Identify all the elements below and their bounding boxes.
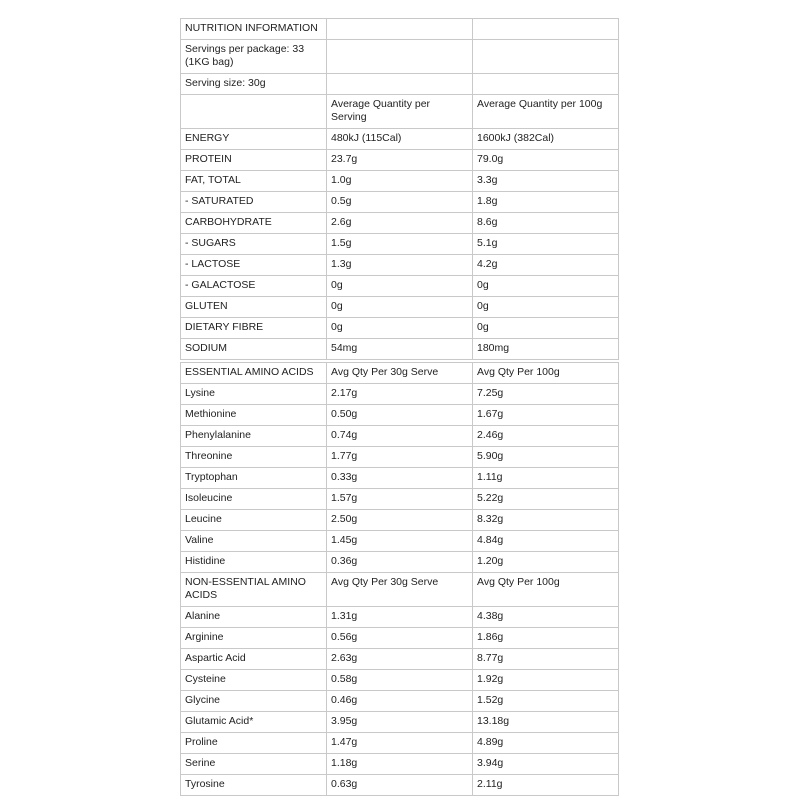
row-label: Serine: [181, 754, 327, 775]
column-header-per-100g: Avg Qty Per 100g: [473, 573, 619, 607]
per-serving-value: 0.46g: [327, 691, 473, 712]
nonessential-amino-rows: [181, 607, 619, 796]
per-100g-value: 2.11g: [473, 775, 619, 796]
row-label: Proline: [181, 733, 327, 754]
nutrient-row: [181, 339, 619, 360]
per-serving-value: 1.57g: [327, 489, 473, 510]
row-label: ENERGY: [181, 129, 327, 150]
servings-per-package-row: [181, 40, 619, 74]
serving-size: Serving size: 30g: [181, 74, 327, 95]
per-serving-value: 54mg: [327, 339, 473, 360]
per-serving-value: 480kJ (115Cal): [327, 129, 473, 150]
per-100g-value: 180mg: [473, 339, 619, 360]
per-100g-value: 4.84g: [473, 531, 619, 552]
per-100g-value: 3.3g: [473, 171, 619, 192]
per-serving-value: 0g: [327, 297, 473, 318]
per-serving-value: 0.5g: [327, 192, 473, 213]
nutrient-row: [181, 255, 619, 276]
amino-acid-row: [181, 510, 619, 531]
nutrient-row: [181, 213, 619, 234]
per-100g-value: 8.6g: [473, 213, 619, 234]
per-serving-value: 3.95g: [327, 712, 473, 733]
row-label: Leucine: [181, 510, 327, 531]
nutrition-title: NUTRITION INFORMATION: [181, 19, 327, 40]
row-label: Tryptophan: [181, 468, 327, 489]
per-serving-value: 23.7g: [327, 150, 473, 171]
per-100g-value: 1.52g: [473, 691, 619, 712]
per-100g-value: 1.86g: [473, 628, 619, 649]
amino-acid-row: [181, 405, 619, 426]
nutrition-header-row: [181, 19, 619, 40]
per-100g-value: 0g: [473, 276, 619, 297]
nutrient-row: [181, 129, 619, 150]
per-100g-value: 5.90g: [473, 447, 619, 468]
per-100g-value: 4.38g: [473, 607, 619, 628]
per-serving-value: 2.6g: [327, 213, 473, 234]
nutrient-row: [181, 150, 619, 171]
row-label: GLUTEN: [181, 297, 327, 318]
amino-acid-row: [181, 384, 619, 405]
empty-cell: [327, 19, 473, 40]
nonessential-amino-header-row: [181, 573, 619, 607]
row-label: Glutamic Acid*: [181, 712, 327, 733]
per-100g-value: 13.18g: [473, 712, 619, 733]
nutrient-row: [181, 234, 619, 255]
per-100g-value: 3.94g: [473, 754, 619, 775]
per-serving-value: 0.33g: [327, 468, 473, 489]
nutrient-row: [181, 171, 619, 192]
per-serving-value: 1.45g: [327, 531, 473, 552]
amino-acid-row: [181, 607, 619, 628]
row-label: Tyrosine: [181, 775, 327, 796]
per-serving-value: 1.31g: [327, 607, 473, 628]
nutrition-information-table: [180, 18, 619, 360]
row-label: DIETARY FIBRE: [181, 318, 327, 339]
per-100g-value: 4.2g: [473, 255, 619, 276]
row-label: Phenylalanine: [181, 426, 327, 447]
nutrition-column-header-row: [181, 95, 619, 129]
per-serving-value: 2.63g: [327, 649, 473, 670]
per-100g-value: 79.0g: [473, 150, 619, 171]
per-100g-value: 8.32g: [473, 510, 619, 531]
per-serving-value: 0.50g: [327, 405, 473, 426]
per-serving-value: 1.47g: [327, 733, 473, 754]
empty-cell: [473, 19, 619, 40]
per-100g-value: 0g: [473, 318, 619, 339]
per-100g-value: 1.20g: [473, 552, 619, 573]
essential-amino-rows: [181, 384, 619, 573]
per-100g-value: 4.89g: [473, 733, 619, 754]
row-label: Isoleucine: [181, 489, 327, 510]
nutrient-row: [181, 276, 619, 297]
amino-acids-table: [180, 362, 619, 796]
per-serving-value: 0g: [327, 318, 473, 339]
row-label: SODIUM: [181, 339, 327, 360]
per-serving-value: 1.18g: [327, 754, 473, 775]
per-100g-value: 1.92g: [473, 670, 619, 691]
per-serving-value: 1.5g: [327, 234, 473, 255]
amino-acid-row: [181, 489, 619, 510]
per-100g-value: 1.8g: [473, 192, 619, 213]
per-100g-value: 0g: [473, 297, 619, 318]
amino-acid-row: [181, 426, 619, 447]
amino-acid-row: [181, 447, 619, 468]
serving-size-row: [181, 74, 619, 95]
row-label: Histidine: [181, 552, 327, 573]
empty-cell: [327, 40, 473, 74]
per-serving-value: 0.74g: [327, 426, 473, 447]
row-label: Lysine: [181, 384, 327, 405]
column-header-per-100g: Avg Qty Per 100g: [473, 363, 619, 384]
column-header-per-serving: Average Quantity per Serving: [327, 95, 473, 129]
row-label: Aspartic Acid: [181, 649, 327, 670]
nutrition-table-body: [181, 19, 619, 360]
row-label: Threonine: [181, 447, 327, 468]
per-100g-value: 8.77g: [473, 649, 619, 670]
per-serving-value: 0.58g: [327, 670, 473, 691]
row-label: Alanine: [181, 607, 327, 628]
empty-cell: [327, 74, 473, 95]
per-serving-value: 1.3g: [327, 255, 473, 276]
per-100g-value: 7.25g: [473, 384, 619, 405]
per-100g-value: 2.46g: [473, 426, 619, 447]
row-label: - LACTOSE: [181, 255, 327, 276]
nutrient-row: [181, 297, 619, 318]
per-serving-value: 0.56g: [327, 628, 473, 649]
per-serving-value: 0g: [327, 276, 473, 297]
row-label: Arginine: [181, 628, 327, 649]
per-100g-value: 1.11g: [473, 468, 619, 489]
row-label: - GALACTOSE: [181, 276, 327, 297]
nonessential-amino-acids-heading: NON-ESSENTIAL AMINO ACIDS: [181, 573, 327, 607]
per-serving-value: 1.0g: [327, 171, 473, 192]
row-label: Methionine: [181, 405, 327, 426]
amino-acid-row: [181, 468, 619, 489]
per-100g-value: 5.1g: [473, 234, 619, 255]
empty-cell: [473, 40, 619, 74]
amino-acid-row: [181, 552, 619, 573]
per-serving-value: 1.77g: [327, 447, 473, 468]
column-header-per-100g: Average Quantity per 100g: [473, 95, 619, 129]
per-100g-value: 5.22g: [473, 489, 619, 510]
row-label: - SATURATED: [181, 192, 327, 213]
per-100g-value: 1.67g: [473, 405, 619, 426]
amino-acid-row: [181, 754, 619, 775]
column-header-per-serve: Avg Qty Per 30g Serve: [327, 573, 473, 607]
nutrient-row: [181, 318, 619, 339]
amino-acid-row: [181, 670, 619, 691]
essential-amino-header-row: [181, 363, 619, 384]
amino-acid-row: [181, 712, 619, 733]
per-serving-value: 0.63g: [327, 775, 473, 796]
per-serving-value: 0.36g: [327, 552, 473, 573]
per-serving-value: 2.50g: [327, 510, 473, 531]
row-label: FAT, TOTAL: [181, 171, 327, 192]
row-label: Glycine: [181, 691, 327, 712]
empty-cell: [181, 95, 327, 129]
row-label: Cysteine: [181, 670, 327, 691]
essential-amino-acids-heading: ESSENTIAL AMINO ACIDS: [181, 363, 327, 384]
row-label: CARBOHYDRATE: [181, 213, 327, 234]
amino-acid-row: [181, 691, 619, 712]
amino-acid-row: [181, 531, 619, 552]
row-label: PROTEIN: [181, 150, 327, 171]
amino-table-body: [181, 363, 619, 384]
row-label: Valine: [181, 531, 327, 552]
per-serving-value: 2.17g: [327, 384, 473, 405]
servings-per-package: Servings per package: 33 (1KG bag): [181, 40, 327, 74]
per-100g-value: 1600kJ (382Cal): [473, 129, 619, 150]
nutrient-row: [181, 192, 619, 213]
amino-acid-row: [181, 775, 619, 796]
amino-acid-row: [181, 733, 619, 754]
amino-acid-row: [181, 628, 619, 649]
amino-acid-row: [181, 649, 619, 670]
row-label: - SUGARS: [181, 234, 327, 255]
nonessential-amino-header: [181, 573, 619, 607]
column-header-per-serve: Avg Qty Per 30g Serve: [327, 363, 473, 384]
empty-cell: [473, 74, 619, 95]
